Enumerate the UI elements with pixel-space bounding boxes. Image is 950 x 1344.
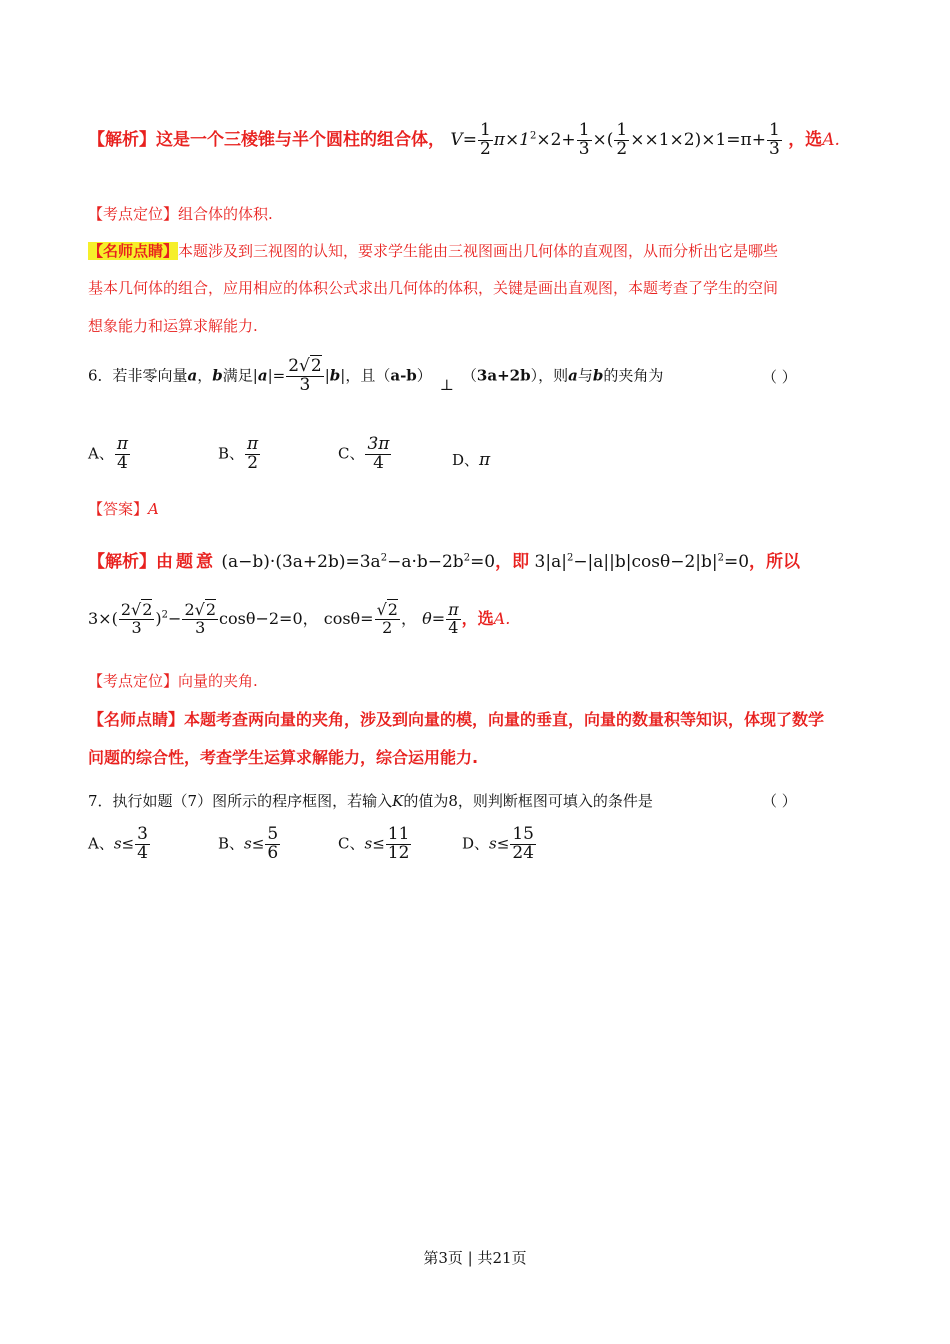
q6-option-d: D、π (452, 450, 491, 470)
q6-dianjing-line2: 问题的综合性，考查学生运算求解能力，综合运用能力. (88, 748, 479, 767)
formula-var: V (450, 129, 463, 150)
fraction: $\frac{2√2}{3}$ (120, 600, 153, 637)
q7-stem: 7．执行如题（7）图所示的程序框图，若输入K的值为8，则判断框图可填入的条件是 (88, 792, 653, 810)
fraction: $\frac{\pi}{2}$ (247, 434, 259, 473)
fraction: $\frac{1}{2}$ (479, 120, 491, 159)
fraction: $\frac{3\pi}{4}$ (367, 434, 390, 473)
fraction: $\frac{5}{6}$ (267, 824, 279, 863)
q7-option-a: A、s≤ $\frac{3}{4}$ (88, 824, 148, 863)
fraction: $\frac{2√2}{3}$ (184, 600, 217, 637)
fraction: $\frac{1}{3}$ (768, 120, 780, 159)
perp-symbol: ⊥ (439, 376, 454, 395)
fraction: $\frac{1}{3}$ (578, 120, 590, 159)
q6-analysis-line1: 【解析】由题意 $(a-b)\cdot(3a+2b)=3a^2-a\cdot b-2b^2=0$，即 $3|a|^2-|a||b|\cos\theta-2|b|^2=0$，所以 (88, 552, 801, 572)
fraction: $\frac{\pi}{4}$ (116, 434, 129, 473)
q5-analysis-line (88, 122, 840, 159)
formula-sup: 2 (530, 130, 537, 142)
answer-letter: A (148, 500, 159, 518)
q6-kaodian: 【考点定位】向量的夹角. (88, 672, 258, 690)
fraction: $\frac{3}{4}$ (137, 824, 148, 863)
analysis-text: 这是一个三棱锥与半个圆柱的组合体， (156, 129, 445, 150)
formula-eq: = (462, 129, 477, 150)
kaodian-text: 组合体的体积. (178, 205, 273, 223)
q6-analysis-line2: 3×( $\frac{2√2}{3}$ )$^2$− $\frac{2√2}{3}$ cosθ−2=0， cosθ= $\frac{√2}{2}$ ， θ= $\frac{\pi}{4}$ ，选A. (88, 600, 511, 637)
kaodian-tag: 【考点定位】 (88, 205, 179, 223)
analysis-expr: (a−b)·(3a+2b)=3a (221, 552, 381, 572)
fraction: $\frac{\pi}{4}$ (448, 600, 459, 637)
choose-letter: A. (822, 129, 840, 150)
q6-answer-paren: （ ） (762, 368, 797, 386)
answer-tag: 【答案】 (88, 500, 149, 518)
formula-part: ×2+ (536, 129, 576, 150)
formula-part: ×( (592, 129, 614, 150)
fraction: $\frac{1}{2}$ (616, 120, 628, 159)
q5-dianjing-line1 (88, 240, 778, 261)
q6-option-b: B、 $\frac{\pi}{2}$ (218, 434, 259, 473)
formula-part: π×1 (493, 129, 530, 150)
q6-dianjing-line1: 【名师点睛】本题考查两向量的夹角，涉及到向量的模，向量的垂直，向量的数量积等知识，体现了数学 (88, 710, 825, 729)
q6-option-a: A、 $\frac{\pi}{4}$ (88, 434, 129, 473)
dianjing-tag: 【名师点睛】 (88, 242, 179, 260)
fraction: $\frac{11}{12}$ (387, 824, 410, 863)
q7-answer-paren: （ ） (762, 792, 797, 810)
choose-text: ，选 (788, 129, 823, 150)
fraction: $\frac{2√2}{3}$ (288, 356, 322, 395)
q5-kaodian (88, 203, 273, 224)
q6-answer (88, 498, 159, 519)
volume-formula (450, 120, 788, 159)
page-footer: 第3页 | 共21页 (423, 1249, 527, 1267)
formula-part: ××1×2)×1=π+ (630, 129, 766, 150)
analysis-tag: 【解析】 (88, 129, 156, 150)
q7-option-b: B、s≤ $\frac{5}{6}$ (218, 824, 279, 863)
dianjing-text: 本题涉及到三视图的认知，要求学生能由三视图画出几何体的直观图，从而分析出它是哪些 (178, 242, 779, 260)
q5-dianjing-line3: 想象能力和运算求解能力. (88, 317, 258, 335)
fraction: $\frac{√2}{2}$ (376, 600, 398, 637)
q6-option-c: C、 $\frac{3\pi}{4}$ (338, 434, 390, 473)
q7-option-d: D、s≤ $\frac{15}{24}$ (462, 824, 534, 863)
analysis-expr: 3|a| (534, 552, 567, 572)
fraction: $\frac{15}{24}$ (512, 824, 534, 863)
q6-stem: 6．若非零向量a，b满足|a|= $\frac{2√2}{3}$ |b|，且（a-b）⊥（3a+2b），则a与b的夹角为 (88, 356, 664, 395)
q5-dianjing-line2: 基本几何体的组合，应用相应的体积公式求出几何体的体积，关键是画出直观图，本题考查了学生的空间 (88, 279, 779, 297)
q7-option-c: C、s≤ $\frac{11}{12}$ (338, 824, 410, 863)
